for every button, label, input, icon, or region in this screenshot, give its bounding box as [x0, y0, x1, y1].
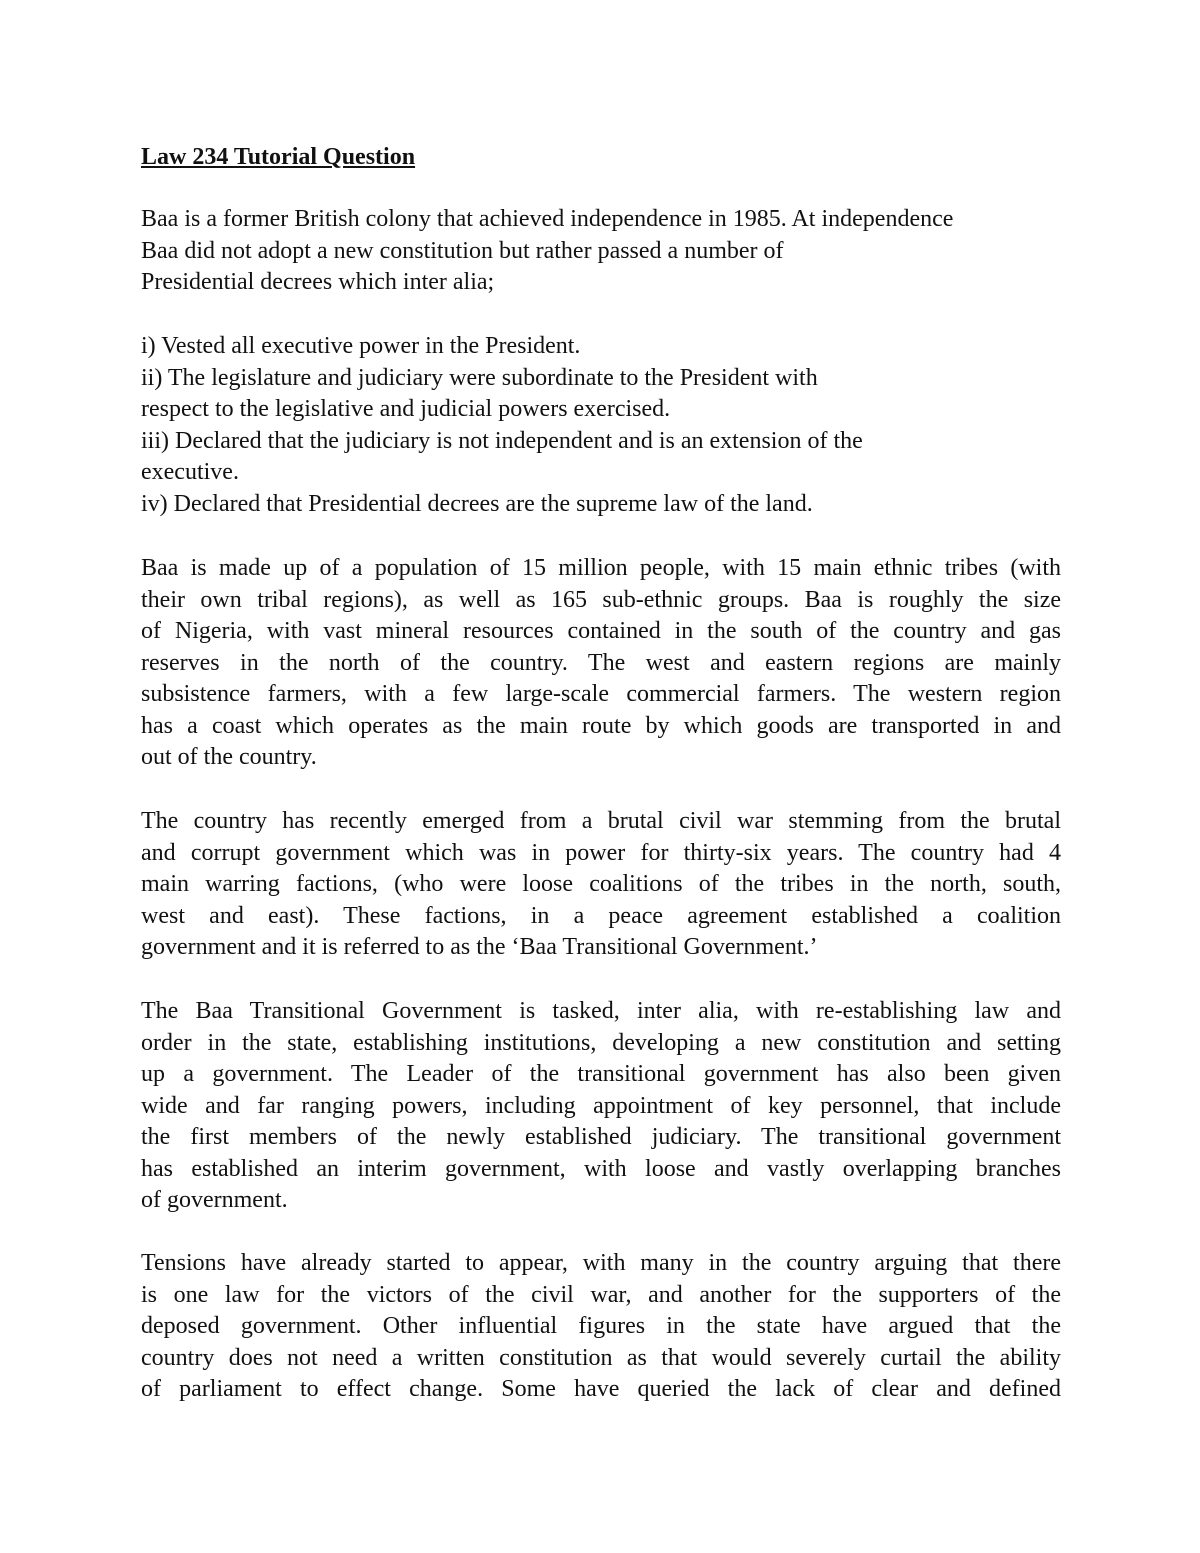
text-line: the first members of the newly established judiciary. The transitional government [141, 1124, 1061, 1150]
text-line: subsistence farmers, with a few large-scale commercial farmers. The western region [141, 681, 1061, 707]
text-line: Baa is made up of a population of 15 million people, with 15 main ethnic tribes (with [141, 555, 1061, 581]
text-line: The country has recently emerged from a brutal civil war stemming from the brutal [141, 808, 1061, 834]
list-item: executive. [141, 459, 239, 485]
decree-list [141, 331, 1061, 520]
text-line: up a government. The Leader of the transitional government has also been given [141, 1061, 1061, 1087]
list-item: iii) Declared that the judiciary is not independent and is an extension of the [141, 427, 863, 454]
list-item: iv) Declared that Presidential decrees are the supreme law of the land. [141, 490, 813, 517]
paragraph-population [141, 553, 1061, 774]
text-line: their own tribal regions), as well as 165 sub-ethnic groups. Baa is roughly the size [141, 586, 1061, 613]
text-line: of government. [141, 1187, 288, 1213]
paragraph-transitional-government [141, 996, 1061, 1217]
intro-paragraph [141, 204, 1061, 299]
text-line: government and it is referred to as the ‘Baa Transitional Government.’ [141, 934, 818, 960]
text-line: has established an interim government, with loose and vastly overlapping branches [141, 1155, 1061, 1182]
text-line: is one law for the victors of the civil war, and another for the supporters of the [141, 1281, 1061, 1308]
text-line: west and east). These factions, in a peace agreement established a coalition [141, 902, 1061, 929]
text-line: Tensions have already started to appear, with many in the country arguing that there [141, 1250, 1061, 1276]
list-item: ii) The legislature and judiciary were subordinate to the President with [141, 364, 818, 391]
document-title: Law 234 Tutorial Question [141, 144, 416, 170]
text-line: of Nigeria, with vast mineral resources contained in the south of the country and gas [141, 618, 1061, 644]
list-item: respect to the legislative and judicial powers exercised. [141, 396, 671, 422]
text-line: out of the country. [141, 744, 317, 770]
text-line: has a coast which operates as the main route by which goods are transported in and [141, 712, 1061, 739]
text-line: country does not need a written constitution as that would severely curtail the ability [141, 1344, 1061, 1371]
text-line: Presidential decrees which inter alia; [141, 269, 495, 295]
paragraph-civil-war [141, 806, 1061, 964]
list-item: i) Vested all executive power in the President. [141, 333, 581, 359]
text-line: wide and far ranging powers, including appointment of key personnel, that include [141, 1092, 1061, 1119]
text-line: reserves in the north of the country. The west and eastern regions are mainly [141, 649, 1061, 676]
text-line: main warring factions, (who were loose coalitions of the tribes in the north, south, [141, 871, 1061, 897]
text-line: deposed government. Other influential figures in the state have argued that the [141, 1313, 1061, 1339]
text-line: order in the state, establishing institutions, developing a new constitution and setting [141, 1029, 1061, 1056]
paragraph-tensions [141, 1248, 1061, 1406]
text-line: and corrupt government which was in power for thirty-six years. The country had 4 [141, 839, 1061, 866]
text-line: Baa is a former British colony that achieved independence in 1985. At independence [141, 206, 954, 232]
text-line: The Baa Transitional Government is tasked, inter alia, with re-establishing law and [141, 998, 1061, 1024]
text-line: Baa did not adopt a new constitution but rather passed a number of [141, 237, 784, 264]
text-line: of parliament to effect change. Some have queried the lack of clear and defined [141, 1376, 1061, 1402]
